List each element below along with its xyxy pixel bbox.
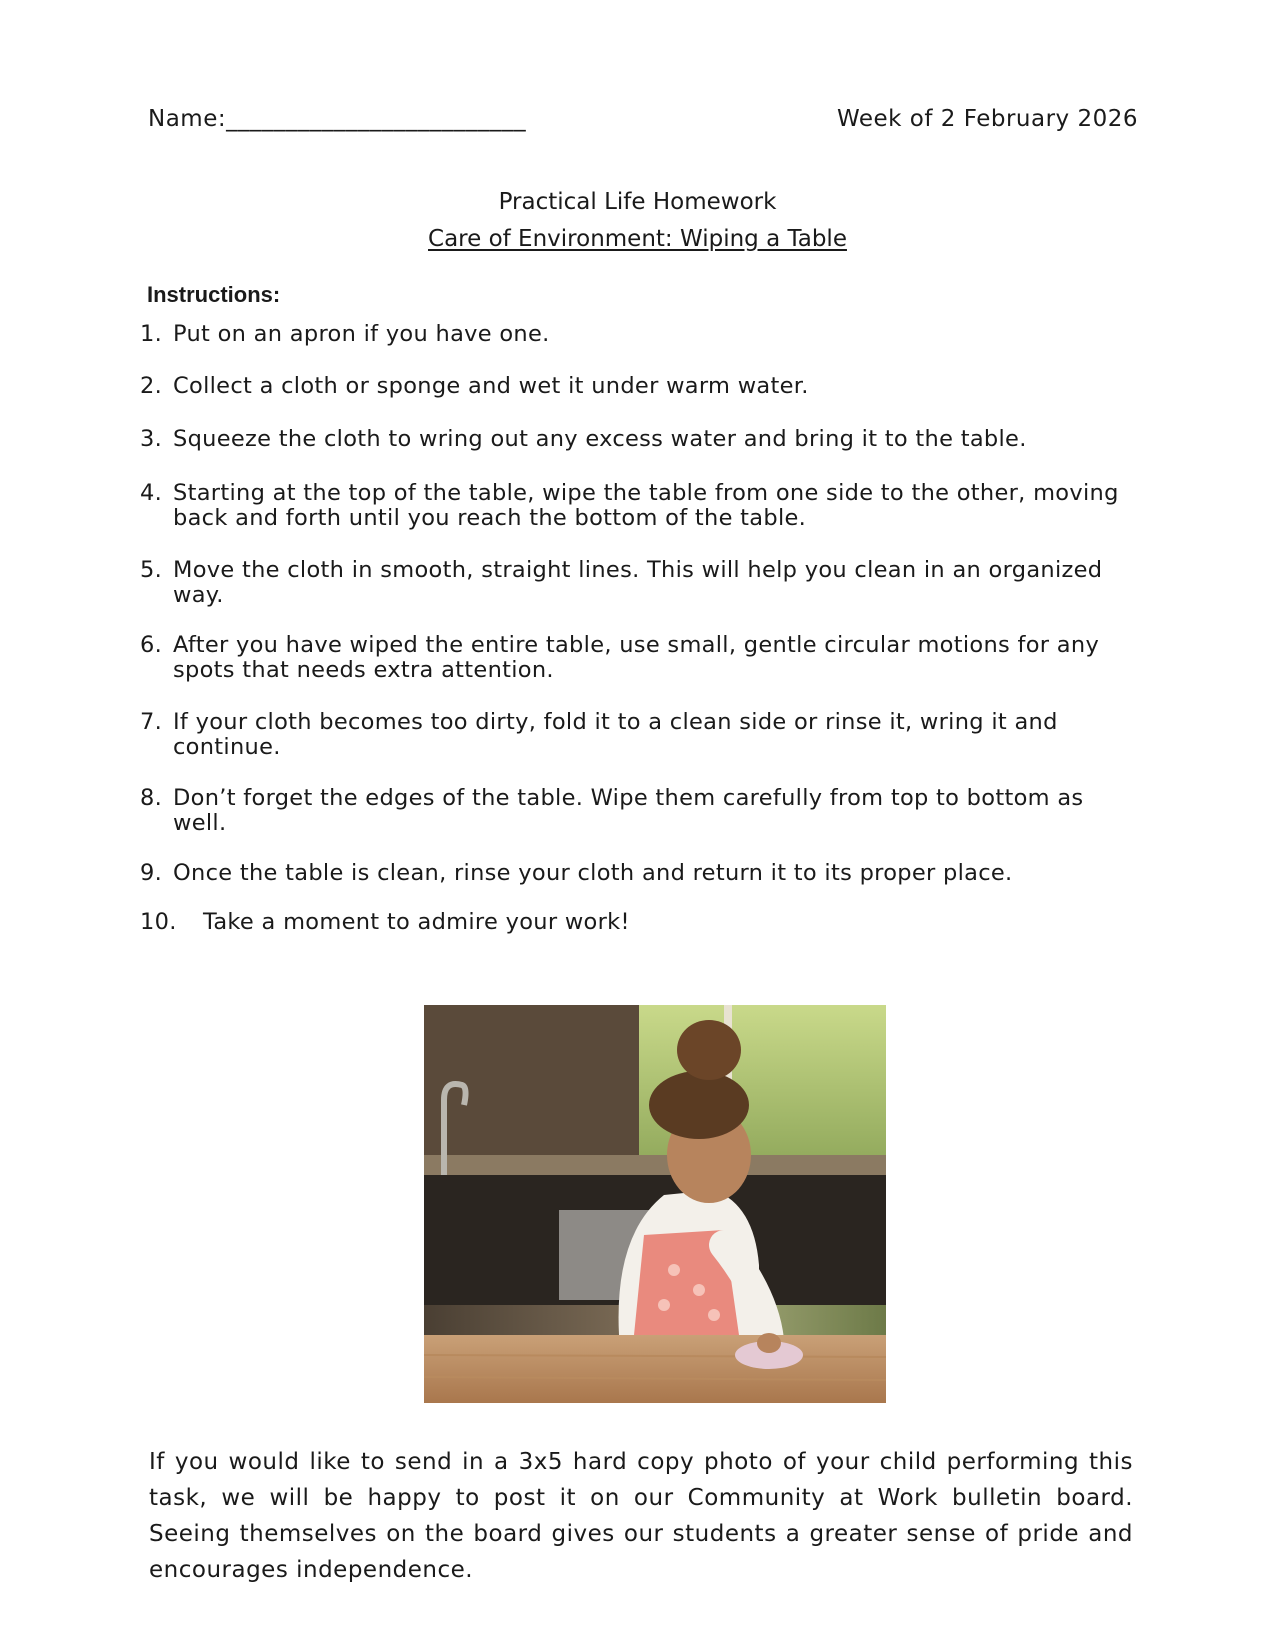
step-number: 9. <box>140 860 163 886</box>
step-text: Take a moment to admire your work! <box>203 909 630 935</box>
step-text: Put on an apron if you have one. <box>173 321 550 347</box>
instruction-steps <box>140 322 1140 935</box>
step-number: 3. <box>140 426 163 452</box>
page-title: Practical Life Homework <box>498 189 777 215</box>
instructions-heading: Instructions: <box>147 282 281 307</box>
step-item <box>140 910 1140 935</box>
name-field-label: Name:_________________________ <box>148 106 527 132</box>
week-date: Week of 2 February 2026 <box>836 106 1138 132</box>
title-block <box>0 184 1275 258</box>
step-item <box>140 374 1140 399</box>
step-number: 4. <box>140 480 163 506</box>
step-item <box>140 558 1140 608</box>
step-text: Collect a cloth or sponge and wet it under warm water. <box>173 373 809 399</box>
photo-illustration <box>424 1005 886 1403</box>
step-text: Squeeze the cloth to wring out any excess water and bring it to the table. <box>173 426 1027 452</box>
step-number: 6. <box>140 632 163 658</box>
step-number: 1. <box>140 321 163 347</box>
page-subtitle: Care of Environment: Wiping a Table <box>428 226 847 252</box>
step-text: Starting at the top of the table, wipe the table from one side to the other, moving back and forth until you reach the bottom of the table. <box>173 480 1119 531</box>
photo-request-paragraph: If you would like to send in a 3x5 hard copy photo of your child performing this task, we will be happy to post it on our Community at Work bulletin board. Seeing themselves on the board gives our students a greater sense of pride and encourages independence. <box>149 1449 1133 1583</box>
step-text: Don’t forget the edges of the table. Wipe them carefully from top to bottom as well. <box>173 785 1084 836</box>
step-item <box>140 633 1140 683</box>
step-text: After you have wiped the entire table, use small, gentle circular motions for any spots that needs extra attention. <box>173 632 1100 683</box>
step-number: 2. <box>140 373 163 399</box>
step-item <box>140 786 1140 836</box>
step-item <box>140 710 1140 760</box>
step-number: 8. <box>140 785 163 811</box>
header-row <box>148 106 1138 132</box>
step-text: Once the table is clean, rinse your cloth and return it to its proper place. <box>173 860 1013 886</box>
step-text: Move the cloth in smooth, straight lines. This will help you clean in an organized way. <box>173 557 1103 608</box>
step-item <box>140 427 1140 452</box>
step-item <box>140 861 1140 886</box>
step-number: 5. <box>140 557 163 583</box>
step-item <box>140 322 1140 347</box>
child-wiping-table-photo <box>424 1005 886 1403</box>
step-number: 10. <box>140 909 177 935</box>
step-number: 7. <box>140 709 163 735</box>
step-text: If your cloth becomes too dirty, fold it to a clean side or rinse it, wring it and continue. <box>173 709 1058 760</box>
step-item <box>140 481 1140 531</box>
